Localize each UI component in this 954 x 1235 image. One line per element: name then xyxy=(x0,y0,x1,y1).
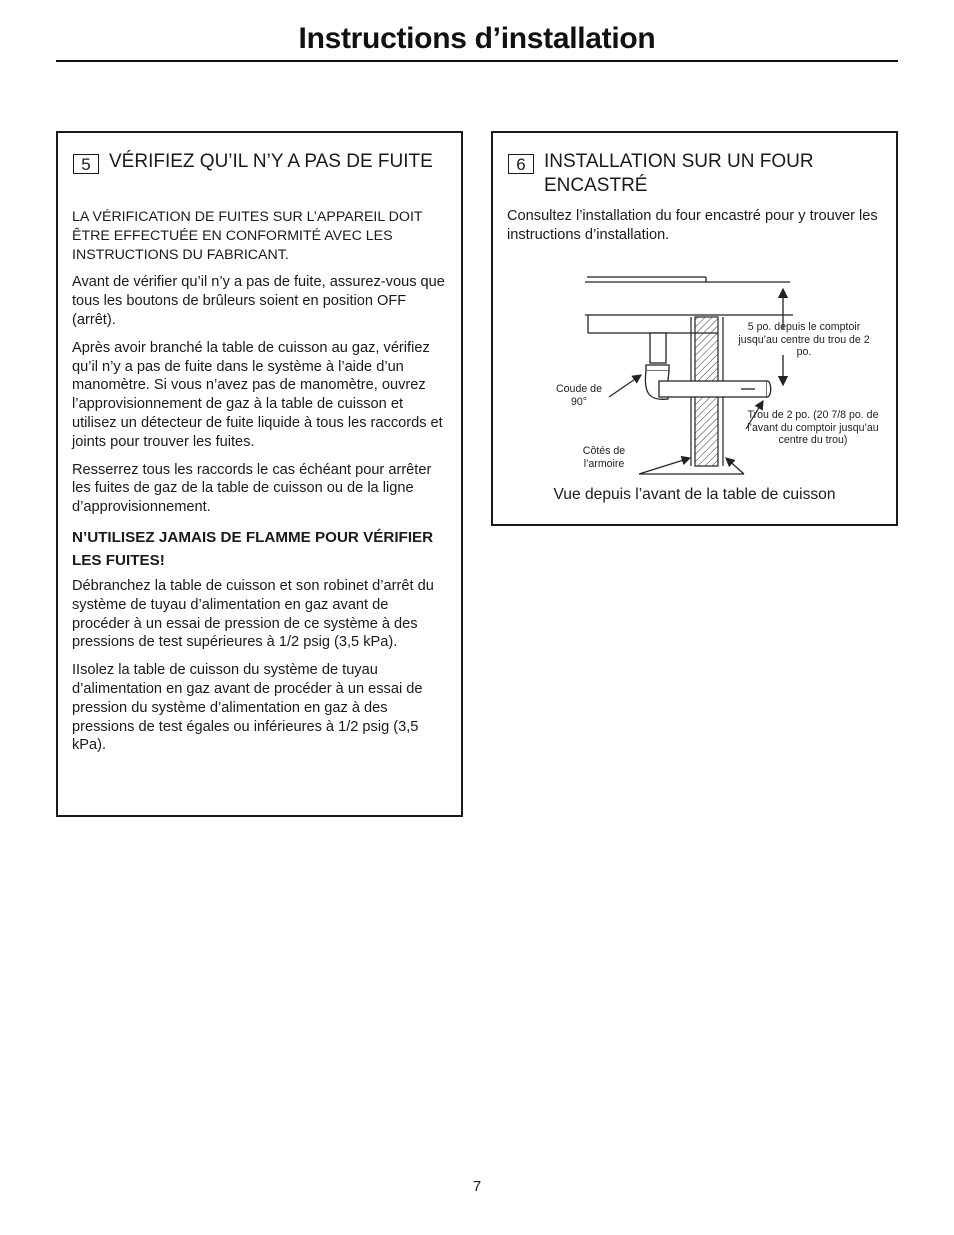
title-rule xyxy=(56,60,898,62)
step-5-box xyxy=(56,131,463,817)
hole-label: Trou de 2 po. (20 7/8 po. de l’avant du comptoir jusqu’au centre du trou) xyxy=(747,409,879,446)
step-5-warning: N’UTILISEZ JAMAIS DE FLAMME POUR VÉRIFIER LES FUITES! xyxy=(72,528,434,569)
page-number: 7 xyxy=(472,1178,482,1195)
step-6-title: INSTALLATION SUR UN FOUR ENCASTRÉ xyxy=(544,151,814,196)
step-5-paragraph: IIsolez la table de cuisson du système de tuyau d’alimentation en gaz avant de procéder à un essai de pression du système d’alimentation en gaz à des pressions de test égales ou inférieures à 1/2 psig (3,5 kPa). xyxy=(72,662,423,754)
step-5-paragraph: Après avoir branché la table de cuisson au gaz, vérifiez qu’il n’y a pas de fuite dans le système à l’aide d’un manomètre. Si vous n’avez pas de manomètre, ouvrez l’approvisionnement de gaz à la table de cuisson et utilisez un détecteur de fuite liquide à tous les raccords et joints pour trouver les fuites. xyxy=(72,339,443,450)
height-label: 5 po. depuis le comptoir jusqu’au centre du trou de 2 po. xyxy=(738,321,870,358)
page-title: Instructions d’installation xyxy=(298,22,656,55)
step-6-paragraph: Consultez l’installation du four encastré pour y trouver les instructions d’installation. xyxy=(507,208,878,243)
step-5-paragraph: Débranchez la table de cuisson et son robinet d’arrêt du système de tuyau d’alimentation en gaz avant de procéder à un essai de pression de ce système à des pressions de test supérieures à 1/2 psig (3,5 kPa). xyxy=(72,577,434,651)
step-5-header xyxy=(73,150,449,174)
step-6-number: 6 xyxy=(508,154,534,174)
cabinet-sides-label: Côtés de l’armoire xyxy=(582,445,626,470)
diagram-caption: Vue depuis l’avant de la table de cuisson xyxy=(553,486,836,503)
step-5-title: VÉRIFIEZ QU’IL N’Y A PAS DE FUITE xyxy=(109,151,433,172)
step-5-body xyxy=(72,208,447,764)
step-5-paragraph: LA VÉRIFICATION DE FUITES SUR L’APPAREIL DOIT ÊTRE EFFECTUÉE EN CONFORMITÉ AVEC LES INSTRUCTIONS DU FABRICANT. xyxy=(72,209,423,263)
elbow-label: Coude de 90° xyxy=(556,383,602,408)
step-5-paragraph: Resserrez tous les raccords le cas échéant pour arrêter les fuites de gaz de la table de cuisson ou de la ligne d’approvisionnement. xyxy=(72,461,432,516)
step-5-paragraph: Avant de vérifier qu’il n’y a pas de fuite, assurez-vous que tous les boutons de brûleurs soient en position OFF (arrêt). xyxy=(72,274,445,328)
step-6-box xyxy=(491,131,898,526)
step-5-number: 5 xyxy=(73,154,99,174)
